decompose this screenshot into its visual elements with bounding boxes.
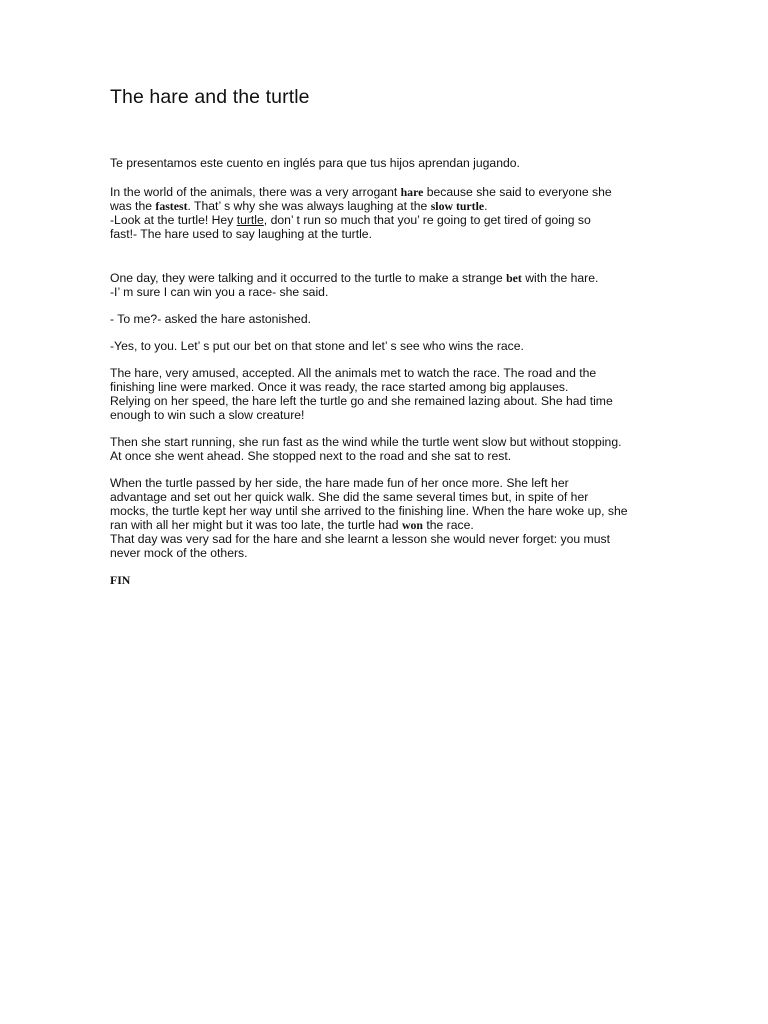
paragraph-2-line-1: One day, they were talking and it occurred to the turtle to make a strange bet with the hare. (110, 271, 599, 285)
paragraph-7-line-1: When the turtle passed by her side, the hare made fun of her once more. She left her (110, 476, 569, 490)
document-title: The hare and the turtle (110, 86, 310, 108)
paragraph-1-line-4: fast!- The hare used to say laughing at the turtle. (110, 227, 372, 241)
paragraph-5-line-1: The hare, very amused, accepted. All the animals met to watch the race. The road and the (110, 366, 597, 380)
underlined-word-turtle: turtle (236, 213, 264, 227)
paragraph-1 (110, 185, 670, 241)
paragraph-2-line-2: -I’ m sure I can win you a race- she said. (110, 285, 329, 299)
bold-word-fastest: fastest (155, 199, 188, 213)
paragraph-5-line-2: finishing line were marked. Once it was ready, the race started among big applauses. (110, 380, 569, 394)
paragraph-7-line-6: never mock of the others. (110, 546, 248, 560)
fin-label: FIN (110, 573, 131, 587)
paragraph-7-line-4: ran with all her might but it was too late, the turtle had won the race. (110, 518, 474, 532)
paragraph-6-line-1: Then she start running, she run fast as the wind while the turtle went slow but without stopping. (110, 435, 622, 449)
bold-word-won: won (401, 518, 423, 532)
paragraph-7-line-5: That day was very sad for the hare and she learnt a lesson she would never forget: you must (110, 532, 610, 546)
paragraph-7-line-2: advantage and set out her quick walk. She did the same several times but, in spite of her (110, 490, 589, 504)
bold-word-slow-turtle: slow turtle (430, 199, 485, 213)
bold-word-bet: bet (506, 271, 522, 285)
paragraph-1-line-3: -Look at the turtle! Hey turtle, don’ t run so much that you’ re going to get tired of going so (110, 213, 591, 227)
paragraph-5-line-4: enough to win such a slow creature! (110, 408, 305, 422)
paragraph-7-line-3: mocks, the turtle kept her way until she arrived to the finishing line. When the hare woke up, she (110, 504, 628, 518)
paragraph-7 (110, 476, 670, 560)
paragraph-6-line-2: At once she went ahead. She stopped next to the road and she sat to rest. (110, 449, 512, 463)
document-body (110, 84, 670, 588)
paragraph-5-line-3: Relying on her speed, the hare left the turtle go and she remained lazing about. She had time (110, 394, 613, 408)
paragraph-4: -Yes, to you. Let’ s put our bet on that stone and let’ s see who wins the race. (110, 339, 524, 353)
paragraph-1-line-2: was the fastest. That’ s why she was always laughing at the slow turtle. (110, 199, 488, 213)
bold-word-hare: hare (400, 185, 424, 199)
intro-paragraph: Te presentamos este cuento en inglés para que tus hijos aprendan jugando. (110, 156, 520, 170)
paragraph-2 (110, 271, 670, 299)
paragraph-1-line-1: In the world of the animals, there was a very arrogant hare because she said to everyone she (110, 185, 612, 199)
paragraph-5 (110, 366, 670, 422)
paragraph-3: - To me?- asked the hare astonished. (110, 312, 311, 326)
paragraph-6 (110, 435, 670, 463)
